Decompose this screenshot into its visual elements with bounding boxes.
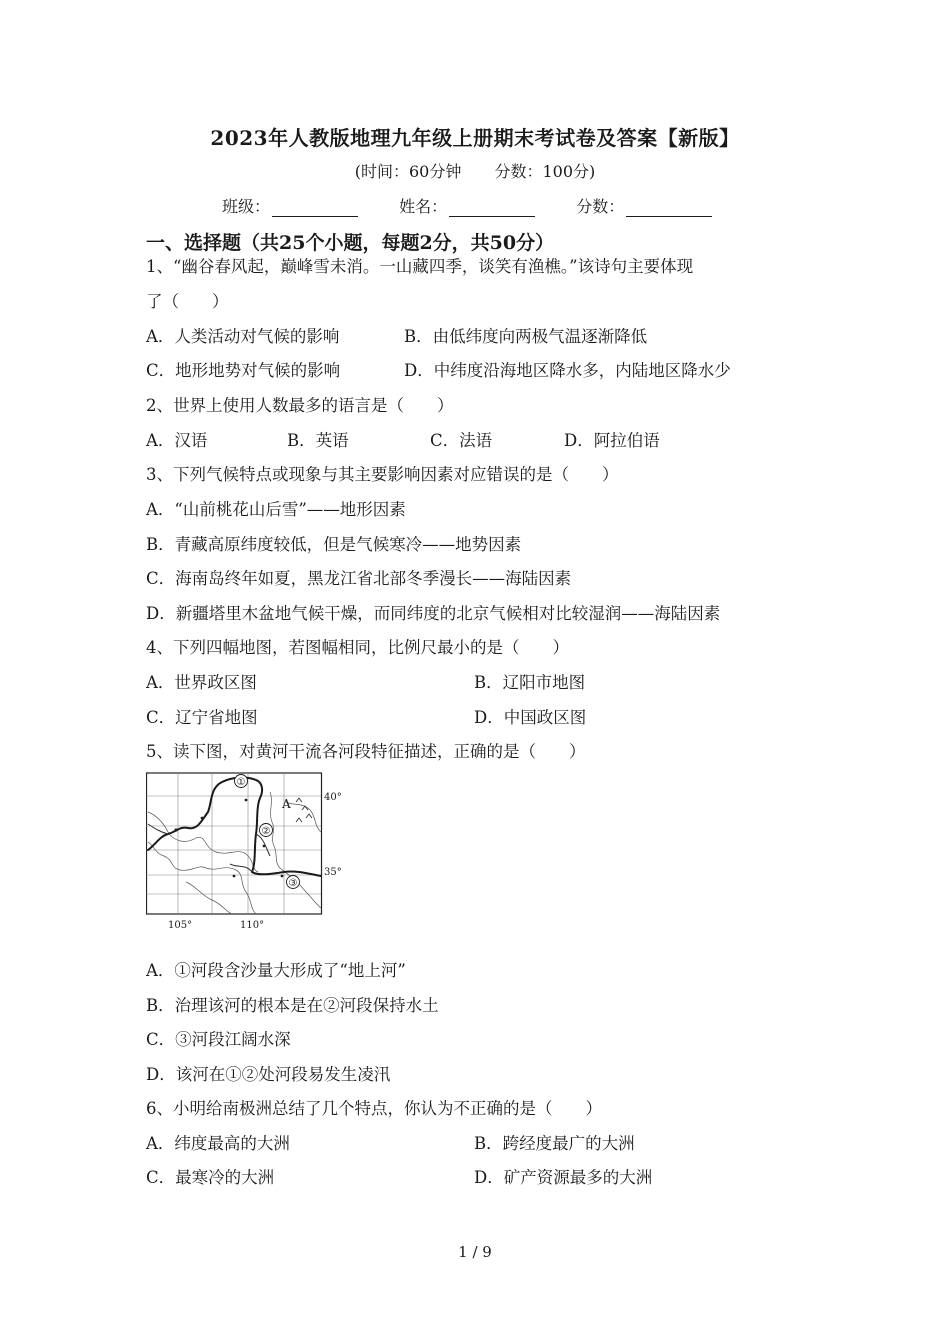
marker-3-label: ③ [288, 878, 298, 889]
q2-options [146, 427, 660, 451]
name-field[interactable]: 姓名： [399, 194, 535, 217]
q5-option-b[interactable]: B．治理该河的根本是在②河段保持水土 [146, 996, 439, 1015]
q1-stem-line1: 1、“幽谷春风起，巅峰雪未消。一山藏四季，谈笑有渔樵。”该诗句主要体现 [146, 257, 694, 276]
q4-option-c[interactable]: C．辽宁省地图 [146, 708, 258, 727]
q4-option-b[interactable]: B．辽阳市地图 [474, 673, 586, 692]
score-blank[interactable] [626, 200, 712, 217]
page-number: 1 / 9 [458, 1243, 492, 1261]
q3-option-b[interactable]: B．青藏高原纬度较低，但是气候寒冷——地势因素 [146, 535, 522, 554]
yellow-river-map [146, 772, 351, 932]
map-point-a-label: A [282, 797, 291, 811]
yellow-river-mainstream [148, 778, 321, 876]
marker-2-label: ② [261, 826, 271, 837]
q6-stem: 6、小明给南极洲总结了几个特点，你认为不正确的是（ ） [146, 1099, 602, 1118]
q5-option-d[interactable]: D．该河在①②处河段易发生凌汛 [146, 1065, 391, 1084]
q1-options-row1 [146, 323, 647, 347]
q6-option-a[interactable]: A．纬度最高的大洲 [146, 1134, 290, 1153]
lon-105-label: 105° [168, 920, 193, 931]
q1-option-c[interactable]: C．地形地势对气候的影响 [146, 361, 341, 380]
map-province-borders [148, 792, 321, 914]
name-blank[interactable] [449, 200, 535, 217]
q4-option-d[interactable]: D．中国政区图 [474, 708, 587, 727]
section-heading: 一、选择题（共25个小题，每题2分，共50分） [146, 232, 555, 254]
lon-110-label: 110° [240, 920, 265, 931]
q1-options-row2 [146, 357, 731, 381]
map-cities [174, 799, 283, 878]
q3-option-c[interactable]: C．海南岛终年如夏，黑龙江省北部冬季漫长——海陆因素 [146, 569, 572, 588]
class-field[interactable]: 班级： [222, 194, 358, 217]
q5-option-a[interactable]: A．①河段含沙量大形成了“地上河” [146, 961, 406, 980]
score-info: 分数：100分) [494, 162, 596, 181]
q6-option-c[interactable]: C．最寒冷的大洲 [146, 1168, 275, 1187]
q4-stem: 4、下列四幅地图，若图幅相同，比例尺最小的是（ ） [146, 638, 569, 657]
score-field[interactable]: 分数： [576, 194, 712, 217]
q2-option-b[interactable]: B．英语 [287, 431, 349, 450]
map-frame [147, 773, 322, 914]
q5-stem: 5、读下图，对黄河干流各河段特征描述，正确的是（ ） [146, 742, 586, 761]
student-info-fields [222, 194, 748, 217]
q6-option-b[interactable]: B．跨经度最广的大洲 [474, 1134, 635, 1153]
q2-option-c[interactable]: C．法语 [430, 431, 493, 450]
q1-option-d[interactable]: D．中纬度沿海地区降水多，内陆地区降水少 [404, 361, 731, 380]
exam-subtitle [0, 159, 950, 182]
q5-option-c[interactable]: C．③河段江阔水深 [146, 1030, 291, 1049]
lat-40-label: 40° [324, 792, 342, 803]
marker-1-label: ① [236, 777, 246, 788]
exam-title: 2023年人教版地理九年级上册期末考试卷及答案【新版】 [210, 126, 740, 150]
lat-35-label: 35° [324, 867, 342, 878]
q3-stem: 3、下列气候特点或现象与其主要影响因素对应错误的是（ ） [146, 465, 619, 484]
q1-option-b[interactable]: B．由低纬度向两极气温逐渐降低 [404, 327, 648, 346]
q1-stem-line2: 了（ ） [146, 292, 229, 311]
time-info: (时间：60分钟 [354, 162, 462, 181]
map-gridlines [146, 773, 321, 914]
q6-option-d[interactable]: D．矿产资源最多的大洲 [474, 1168, 653, 1187]
q3-option-d[interactable]: D．新疆塔里木盆地气候干燥，而同纬度的北京气候相对比较湿润——海陆因素 [146, 604, 721, 623]
class-blank[interactable] [272, 200, 358, 217]
q2-option-a[interactable]: A．汉语 [146, 431, 208, 450]
q3-option-a[interactable]: A．“山前桃花山后雪”——地形因素 [146, 500, 406, 519]
q1-option-a[interactable]: A．人类活动对气候的影响 [146, 327, 340, 346]
q2-stem: 2、世界上使用人数最多的语言是（ ） [146, 396, 454, 415]
q2-option-d[interactable]: D．阿拉伯语 [564, 431, 660, 450]
q4-option-a[interactable]: A．世界政区图 [146, 673, 257, 692]
map-tributaries [148, 824, 270, 872]
